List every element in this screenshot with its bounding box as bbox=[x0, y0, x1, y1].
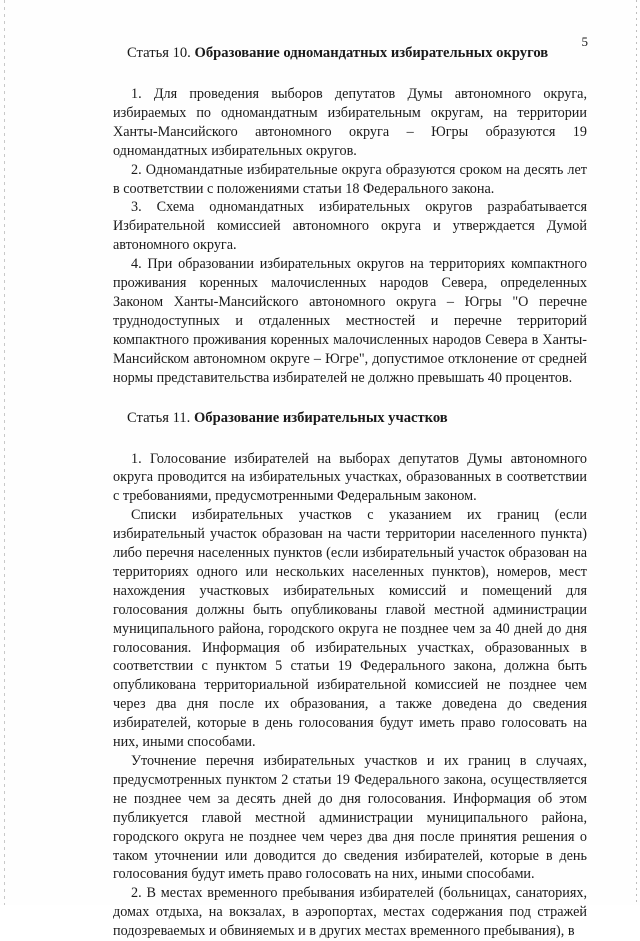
article-11-paragraph-1: 1. Голосование избирателей на выборах депутатов Думы автономного округа проводится на избирательных участках, образованных в соответствии с требованиями, предусмотренными Федеральным законом. bbox=[113, 450, 587, 507]
article-10-paragraph-4: 4. При образовании избирательных округов на территориях компактного проживания коренных малочисленных народов Севера, определенных Законом Ханты-Мансийского автономного округа – Югры "О перечне труднодоступных и отдаленных местностей и перечне территорий компактного проживания коренных малочисленных народов Севера в Ханты-Мансийском автономном округе – Югре", допустимое отклонение от средней нормы представительства избирателей не должно превышать 40 процентов. bbox=[113, 255, 587, 387]
article-11-paragraph-2: Списки избирательных участков с указанием их границ (если избирательный участок образован на части территории населенного пункта) либо перечня населенных пунктов (если избирательный участок образован на территориях одного или нескольких населенных пунктов), номеров, мест нахождения участковых избирательных комиссий и помещений для голосования должны быть опубликованы главой местной администрации муниципального района, городского округа не позднее чем за 40 дней до дня голосования. Информация об избирательных участках, образованных в соответствии с пунктом 5 статьи 19 Федерального закона, должна быть опубликована территориальной избирательной комиссией не позднее чем через два дня после их образования, а также доведена до сведения избирателей, которые в день голосования будут иметь право голосовать на них, иными способами. bbox=[113, 506, 587, 752]
article-11-paragraph-4: 2. В местах временного пребывания избирателей (больницах, санаториях, домах отдыха, на вокзалах, в аэропортах, местах содержания под стражей подозреваемых и обвиняемых и в других местах временного пребывания), в bbox=[113, 884, 587, 941]
article-10-number: Статья 10. bbox=[127, 45, 194, 61]
article-11-title: Образование избирательных участков bbox=[194, 410, 448, 426]
article-10-heading bbox=[113, 44, 587, 63]
article-10-paragraph-1: 1. Для проведения выборов депутатов Думы автономного округа, избираемых по одномандатным избирательным округам, на территории Ханты-Мансийского автономного округа – Югры образуются 19 одномандатных избирательных округов. bbox=[113, 85, 587, 161]
article-11-section bbox=[113, 409, 587, 941]
article-11-number: Статья 11. bbox=[127, 410, 194, 426]
section-spacer bbox=[113, 388, 587, 409]
article-10-paragraph-3: 3. Схема одномандатных избирательных округов разрабатывается Избирательной комиссией автономного округа и утверждается Думой автономного округа. bbox=[113, 198, 587, 255]
article-10-paragraph-2: 2. Одномандатные избирательные округа образуются сроком на десять лет в соответствии с положениями статьи 18 Федерального закона. bbox=[113, 161, 587, 199]
document-body bbox=[113, 44, 587, 941]
article-11-paragraph-3: Уточнение перечня избирательных участков и их границ в случаях, предусмотренных пунктом 2 статьи 19 Федерального закона, осуществляется не позднее чем за десять дней до дня голосования. Информация об этом публикуется главой местной администрации муниципального района, городского округа не позднее чем через два дня после принятия решения о таком уточнении или доводится до сведения избирателей, которые в день голосования будут иметь право голосовать на них, иными способами. bbox=[113, 752, 587, 884]
article-10-title: Образование одномандатных избирательных округов bbox=[194, 45, 548, 61]
article-10-section bbox=[113, 44, 587, 388]
scan-edge-left bbox=[4, 0, 5, 905]
page-number: 5 bbox=[582, 34, 589, 50]
scan-edge-right bbox=[636, 0, 637, 905]
article-11-heading bbox=[113, 409, 587, 428]
